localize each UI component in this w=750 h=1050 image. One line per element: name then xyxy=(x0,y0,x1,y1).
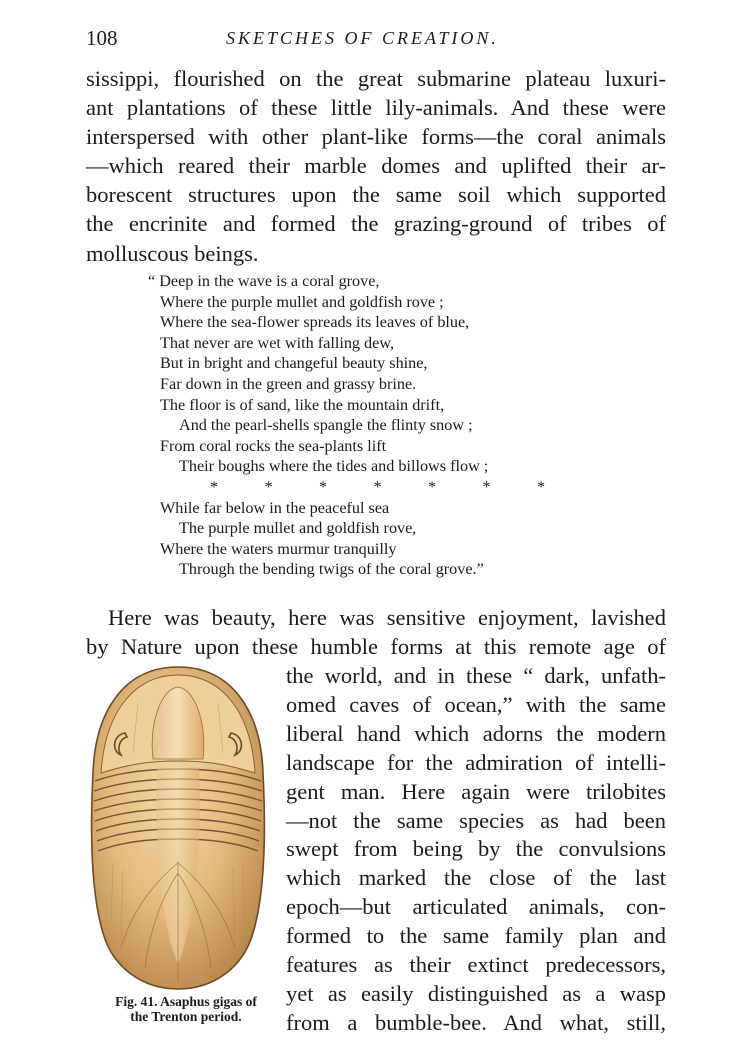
paragraph-1 xyxy=(86,64,666,268)
star-mark: * xyxy=(482,477,491,496)
caption-line: the Trenton period. xyxy=(130,1009,242,1024)
page-header xyxy=(86,26,666,52)
poem-line: And the pearl-shells spangle the flinty snow ; xyxy=(179,416,473,435)
paragraph-2-wrapped xyxy=(286,662,666,1038)
figure-caption xyxy=(86,994,286,1024)
text-line: ant plantations of these little lily-animals. And these were xyxy=(86,95,666,121)
text-line: interspersed with other plant-like forms—the coral animals xyxy=(86,124,666,150)
text-line: liberal hand which adorns the modern xyxy=(286,720,666,746)
poem-line: That never are wet with falling dew, xyxy=(160,333,395,352)
star-mark: * xyxy=(319,477,328,496)
poem-line: Where the purple mullet and goldfish rove ; xyxy=(160,292,444,311)
trilobite-illustration xyxy=(83,663,273,993)
text-line: omed caves of ocean,” with the same xyxy=(286,691,666,717)
star-mark: * xyxy=(428,477,437,496)
text-line: epoch—but articulated animals, con- xyxy=(286,894,666,920)
text-line: by Nature upon these humble forms at this remote age of xyxy=(86,633,666,659)
text-line: which marked the close of the last xyxy=(286,865,666,891)
poem-line: Where the sea-flower spreads its leaves of blue, xyxy=(160,313,470,332)
poem-quotation xyxy=(148,271,600,580)
text-line: features as their extinct predecessors, xyxy=(286,952,666,978)
text-line: yet as easily distinguished as a wasp xyxy=(286,980,666,1006)
poem-line: But in bright and changeful beauty shine, xyxy=(160,354,428,373)
poem-line: The floor is of sand, like the mountain drift, xyxy=(160,395,445,414)
poem-line: Where the waters murmur tranquilly xyxy=(160,539,397,558)
star-mark: * xyxy=(264,477,273,496)
poem-line: “ Deep in the wave is a coral grove, xyxy=(148,272,380,290)
text-line: swept from being by the convulsions xyxy=(286,836,666,862)
text-line: gent man. Here again were trilobites xyxy=(286,778,666,804)
text-line: —not the same species as had been xyxy=(286,807,666,833)
ellipsis-stars xyxy=(160,477,600,498)
poem-line: The purple mullet and goldfish rove, xyxy=(179,519,417,538)
text-line: from a bumble-bee. And what, still, xyxy=(286,1009,666,1035)
paragraph-2 xyxy=(86,604,666,662)
text-line: the encrinite and formed the grazing-ground of tribes of xyxy=(86,211,666,237)
text-line: sissippi, flourished on the great submarine plateau luxuri- xyxy=(86,66,666,91)
text-line: landscape for the admiration of intelli- xyxy=(286,749,666,775)
text-line: the world, and in these “ dark, unfath- xyxy=(286,663,666,688)
trilobite-figure xyxy=(83,663,273,993)
star-mark: * xyxy=(210,477,219,496)
text-line: molluscous beings. xyxy=(86,240,259,266)
poem-line: From coral rocks the sea-plants lift xyxy=(160,436,387,455)
text-line: borescent structures upon the same soil which supported xyxy=(86,182,666,208)
star-mark: * xyxy=(373,477,382,496)
poem-line: While far below in the peaceful sea xyxy=(160,498,390,517)
poem-line: Through the bending twigs of the coral grove.” xyxy=(179,560,484,579)
poem-line: Their boughs where the tides and billows flow ; xyxy=(179,457,489,476)
star-mark: * xyxy=(537,477,546,496)
caption-line: Fig. 41. Asaphus gigas of xyxy=(115,994,257,1009)
page-number: 108 xyxy=(86,26,118,50)
text-line: formed to the same family plan and xyxy=(286,923,666,949)
text-line: —which reared their marble domes and uplifted their ar- xyxy=(86,153,666,179)
poem-line: Far down in the green and grassy brine. xyxy=(160,374,417,393)
text-line: Here was beauty, here was sensitive enjoyment, lavished xyxy=(108,605,666,630)
running-head: SKETCHES OF CREATION. xyxy=(226,28,499,48)
